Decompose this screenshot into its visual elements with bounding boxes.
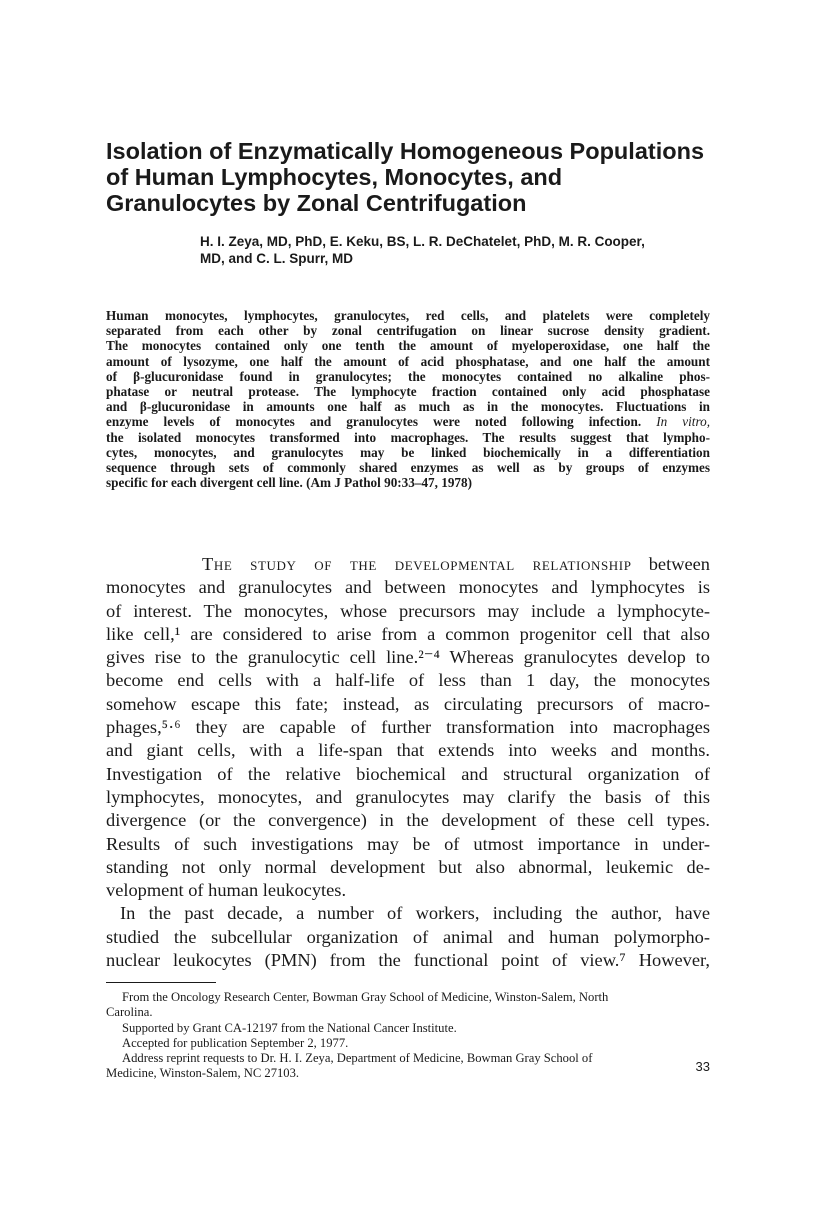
- footnote-line: From the Oncology Research Center, Bowman Gray School of Medicine, Winston-Salem, North: [122, 990, 609, 1004]
- abstract-line: of β-glucuronidase found in granulocytes; the monocytes contained no alkaline phos-: [106, 368, 710, 384]
- abstract-line: Human monocytes, lymphocytes, granulocytes, red cells, and platelets were completely: [106, 308, 710, 323]
- body-line: standing not only normal development but also abnormal, leukemic de-: [106, 856, 710, 877]
- article-title: [106, 138, 726, 216]
- abstract-line: and β-glucuronidase in amounts one half as much as in the monocytes. Fluctuations in: [106, 399, 710, 415]
- body-line: phages,⁵·⁶ they are capable of further transformation into macrophages: [106, 717, 710, 738]
- body-text: [106, 553, 710, 972]
- footnote-line: Medicine, Winston-Salem, NC 27103.: [106, 1066, 300, 1081]
- lead-in-rest: between: [631, 554, 710, 574]
- lead-in-smallcaps: The study of the developmental relationship: [202, 554, 632, 574]
- abstract-line: the isolated monocytes transformed into macrophages. The results suggest that lympho-: [106, 429, 710, 445]
- footnote-divider: [106, 982, 216, 983]
- abstract-line: specific for each divergent cell line. (Am J Pathol 90:33–47, 1978): [106, 475, 473, 491]
- italic-phrase: In vitro,: [656, 414, 711, 430]
- body-line: Investigation of the relative biochemical and structural organization of: [106, 763, 710, 784]
- abstract-line-with-italic: [106, 414, 710, 429]
- page-number: 33: [695, 1059, 710, 1074]
- body-line: divergence (or the convergence) in the development of these cell types.: [106, 810, 710, 831]
- body-line: gives rise to the granulocytic cell line.²⁻⁴ Whereas granulocytes develop to: [106, 647, 710, 668]
- abstract-line: The monocytes contained only one tenth the amount of myeloperoxidase, one half the: [106, 338, 710, 354]
- author-list: [200, 234, 720, 267]
- body-line: and giant cells, with a life-span that extends into weeks and months.: [106, 740, 710, 761]
- body-line: become end cells with a half-life of less than 1 day, the monocytes: [106, 670, 710, 691]
- body-line: nuclear leukocytes (PMN) from the functional point of view.⁷ However,: [106, 950, 710, 971]
- body-line: somehow escape this fate; instead, as circulating precursors of macro-: [106, 693, 710, 714]
- footnotes: [106, 990, 710, 1082]
- abstract-line: separated from each other by zonal centrifugation on linear sucrose density gradient.: [106, 323, 710, 339]
- abstract-line: cytes, monocytes, and granulocytes may be linked biochemically in a differentiation: [106, 444, 710, 460]
- body-line: velopment of human leukocytes.: [106, 880, 347, 901]
- title-line: Isolation of Enzymatically Homogeneous Populations: [106, 138, 705, 164]
- abstract-line: enzyme levels of monocytes and granulocytes were noted following infection.: [106, 414, 642, 430]
- body-line: monocytes and granulocytes and between monocytes and lymphocytes is: [106, 577, 710, 598]
- footnote-line: Accepted for publication September 2, 1977.: [122, 1035, 349, 1050]
- title-line: Granulocytes by Zonal Centrifugation: [106, 190, 527, 216]
- footnote-line: Carolina.: [106, 1005, 153, 1020]
- footnote-line: Address reprint requests to Dr. H. I. Zeya, Department of Medicine, Bowman Gray School of: [122, 1051, 593, 1066]
- body-line: studied the subcellular organization of animal and human polymorpho-: [106, 926, 710, 947]
- body-line: like cell,¹ are considered to arise from a common progenitor cell that also: [106, 623, 710, 644]
- abstract-line: phatase or neutral protease. The lymphocyte fraction contained only acid phosphatase: [106, 384, 710, 400]
- abstract-line: sequence through sets of commonly shared enzymes as well as by groups of enzymes: [106, 460, 710, 476]
- body-line: lymphocytes, monocytes, and granulocytes may clarify the basis of this: [106, 786, 710, 807]
- author-line: H. I. Zeya, MD, PhD, E. Keku, BS, L. R. DeChatelet, PhD, M. R. Cooper,: [200, 234, 645, 249]
- body-line: of interest. The monocytes, whose precursors may include a lymphocyte-: [106, 600, 710, 621]
- abstract: [106, 308, 710, 490]
- body-first-line: [106, 553, 710, 576]
- title-line: of Human Lymphocytes, Monocytes, and: [106, 164, 563, 190]
- author-line: MD, and C. L. Spurr, MD: [200, 250, 354, 266]
- footnote-line: Supported by Grant CA-12197 from the National Cancer Institute.: [122, 1020, 457, 1035]
- body-line: Results of such investigations may be of utmost importance in under-: [106, 833, 710, 854]
- abstract-line: amount of lysozyme, one half the amount of acid phosphatase, and one half the amount: [106, 353, 710, 369]
- body-line: In the past decade, a number of workers, including the author, have: [120, 903, 710, 924]
